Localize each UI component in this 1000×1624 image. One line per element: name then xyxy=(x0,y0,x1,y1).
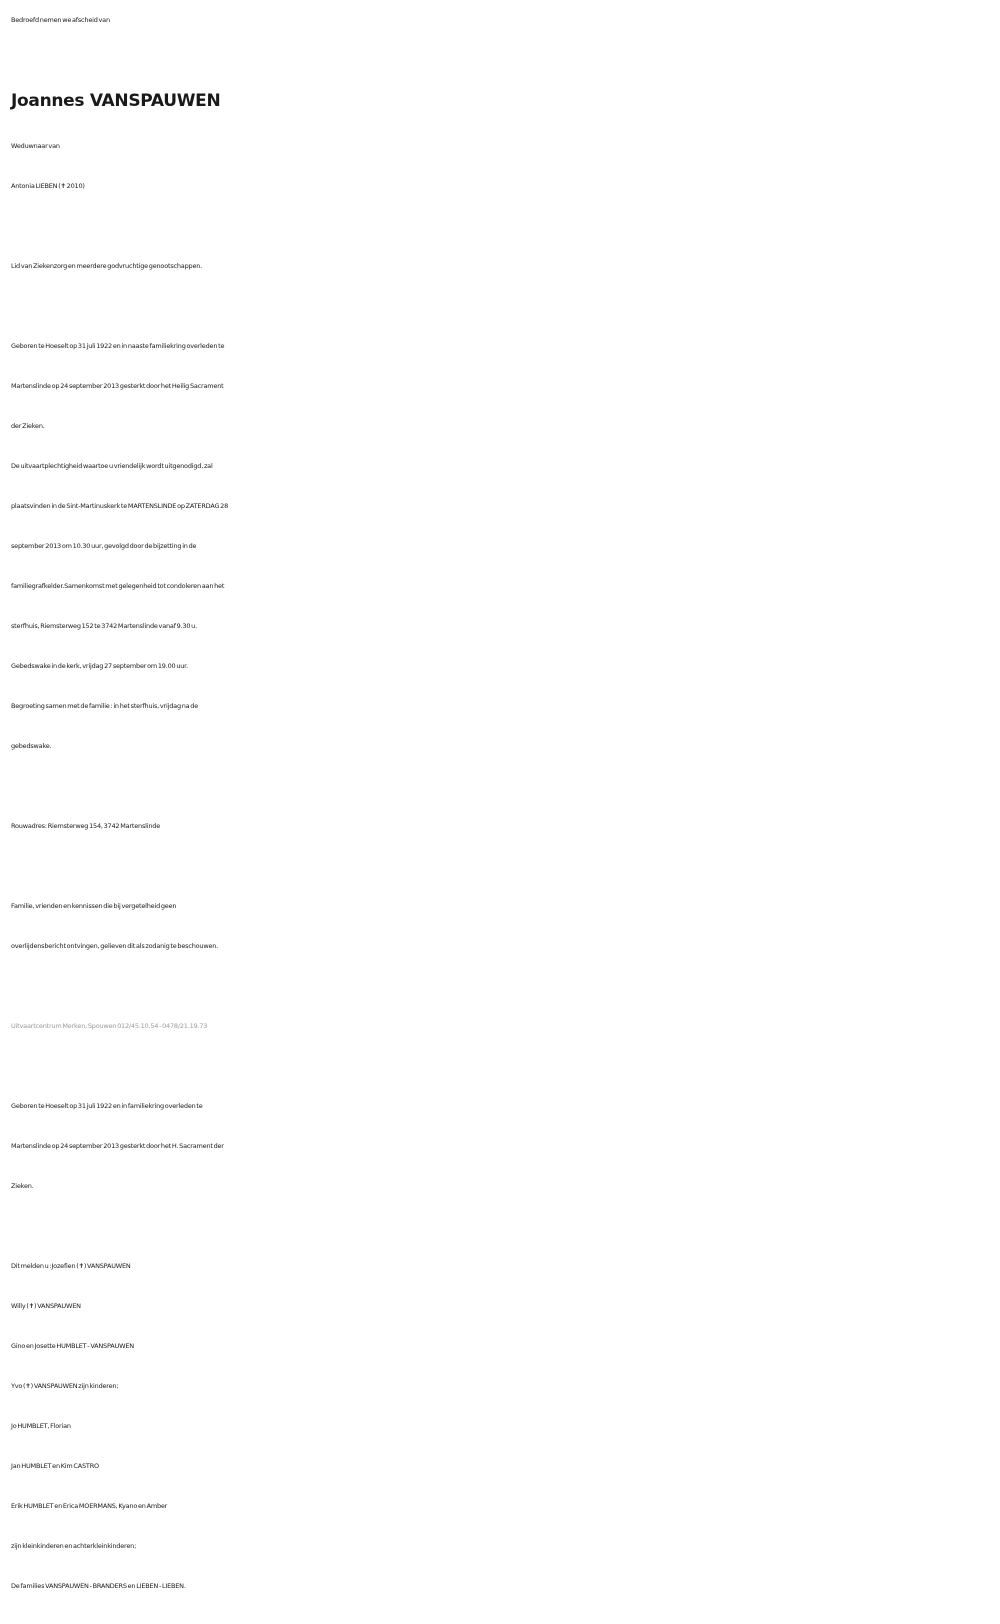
obituary-document xyxy=(11,0,991,1606)
announcement-line: plaatsvinden in de Sint-Martinuskerk te MARTENSLINDE op ZATERDAG 28 xyxy=(11,502,229,510)
notice-line: overlijdensbericht ontvingen, gelieven dit als zodanig te beschouwen. xyxy=(11,942,219,950)
announcement-line: Geboren te Hoeselt op 31 juli 1922 en in naaste familiekring overleden te xyxy=(11,342,225,350)
announcement-line: familiegrafkelder.Samenkomst met gelegenheid tot condoleren aan het xyxy=(11,582,225,590)
family-list xyxy=(11,1246,991,1606)
family-line: Willy (✝) VANSPAUWEN xyxy=(11,1302,81,1310)
widower-label: Weduwnaar van xyxy=(11,142,60,150)
spouse-name: Antonia LIEBEN (✝ 2010) xyxy=(11,182,85,190)
announcement-line: der Zieken. xyxy=(11,422,45,430)
birth-death-line: Martenslinde op 24 september 2013 gesterkt door het H. Sacrament der xyxy=(11,1142,224,1150)
funeral-home: Uitvaartcentrum Merken, Spouwen 012/45.10.54 - 0478/21.19.73 xyxy=(11,1022,208,1030)
family-line: Dit melden u :Jozefien (✝) VANSPAUWEN xyxy=(11,1262,131,1270)
intro-text: Bedroefd nemen we afscheid van xyxy=(11,16,110,24)
announcement-paragraph xyxy=(11,326,991,766)
family-line: Yvo (✝) VANSPAUWEN zijn kinderen; xyxy=(11,1382,119,1390)
family-line: De families VANSPAUWEN - BRANDERS en LIEBEN - LIEBEN. xyxy=(11,1582,186,1590)
family-line: Jo HUMBLET, Florian xyxy=(11,1422,71,1430)
notice-paragraph xyxy=(11,886,991,966)
birth-death-line: Zieken. xyxy=(11,1182,34,1190)
announcement-line: Martenslinde op 24 september 2013 gesterkt door het Heilig Sacrament xyxy=(11,382,224,390)
announcement-line: sterfhuis, Riemsterweg 152 te 3742 Martenslinde vanaf 9.30 u. xyxy=(11,622,197,630)
family-line: Erik HUMBLET en Erica MOERMANS, Kyano en Amber xyxy=(11,1502,168,1510)
deceased-name: Joannes VANSPAUWEN xyxy=(11,91,221,111)
announcement-line: september 2013 om 10.30 uur, gevolgd door de bijzetting in de xyxy=(11,542,197,550)
membership-text: Lid van Ziekenzorg en meerdere godvruchtige genootschappen. xyxy=(11,262,203,270)
announcement-line: Begroeting samen met de familie : in het sterfhuis, vrijdag na de xyxy=(11,702,199,710)
announcement-line: gebedswake. xyxy=(11,742,52,750)
family-line: zijn kleinkinderen en achterkleinkinderen; xyxy=(11,1542,137,1550)
notice-line: Familie, vrienden en kennissen die bij vergetelheid geen xyxy=(11,902,177,910)
family-line: Gino en Josette HUMBLET - VANSPAUWEN xyxy=(11,1342,134,1350)
birth-death-line: Geboren te Hoeselt op 31 juli 1922 en in familiekring overleden te xyxy=(11,1102,203,1110)
mourning-address: Rouwadres: Riemsterweg 154, 3742 Martenslinde xyxy=(11,822,161,830)
announcement-line: Gebedswake in de kerk, vrijdag 27 september om 19.00 uur. xyxy=(11,662,188,670)
birth-death-paragraph xyxy=(11,1086,991,1206)
family-line: Jan HUMBLET en Kim CASTRO xyxy=(11,1462,99,1470)
announcement-line: De uitvaartplechtigheid waartoe u vriendelijk wordt uitgenodigd, zal xyxy=(11,462,213,470)
